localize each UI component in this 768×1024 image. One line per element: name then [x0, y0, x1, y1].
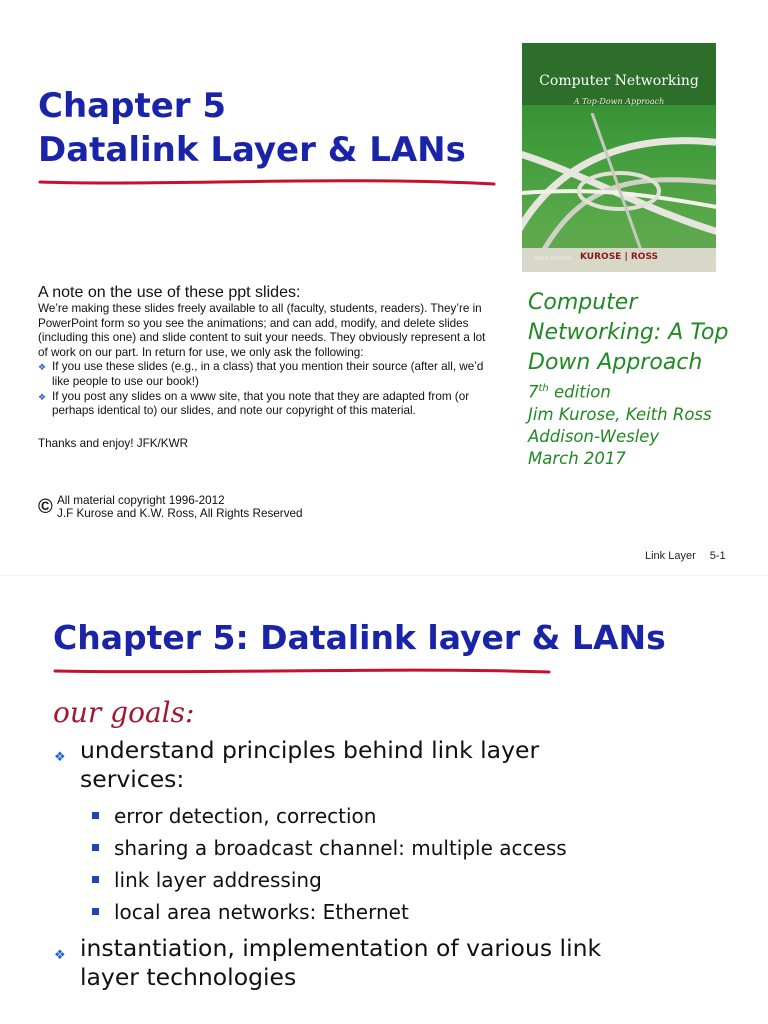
goal-bullet-2-line-1: instantiation, implementation of various link — [80, 934, 602, 962]
note-thanks: Thanks and enjoy! JFK/KWR — [38, 436, 189, 450]
note-heading: A note on the use of these ppt slides: — [38, 284, 301, 301]
goal-bullet-2-line-2: layer technologies — [80, 963, 297, 991]
book-title-line-2: Networking: A Top — [528, 320, 729, 345]
square-bullet-icon — [92, 844, 99, 851]
sub-bullet-2: sharing a broadcast channel: multiple access — [54, 832, 744, 864]
diamond-bullet-icon: ❖ — [38, 391, 47, 402]
note-item-2: ❖ If you post any slides on a www site, that you note that they are adapted from (or perhaps identical to) our slides, and note our copyright of this material. — [38, 389, 470, 418]
slide-2 — [0, 576, 768, 1024]
book-publisher: Addison-Wesley — [528, 426, 660, 446]
diamond-bullet-icon: ❖ — [54, 750, 66, 765]
note-list — [38, 360, 488, 418]
slide-1-title-line-1: Chapter 5 — [38, 86, 227, 126]
slide-1-title-line-2: Datalink Layer & LANs — [38, 130, 466, 170]
book-info — [528, 288, 728, 470]
sub-bullet-3: link layer addressing — [54, 864, 744, 896]
square-bullet-icon — [92, 876, 99, 883]
book-title-line-1: Computer — [528, 290, 638, 315]
goal-bullet-1-line-1: understand principles behind link layer — [80, 736, 540, 764]
copyright-icon: © — [38, 496, 53, 518]
sub-bullet-1: error detection, correction — [54, 800, 744, 832]
cover-title: Computer Networking — [539, 73, 699, 89]
copyright-line-2: J.F Kurose and K.W. Ross, All Rights Reserved — [57, 507, 303, 520]
footer-page-number: 5-1 — [709, 550, 726, 562]
square-bullet-icon — [92, 812, 99, 819]
copyright-line-1: All material copyright 1996-2012 — [57, 494, 225, 507]
note-item-1: ❖ If you use these slides (e.g., in a class) that you mention their source (after all, we’d like people to use our book!) — [38, 360, 484, 388]
slide-footer — [645, 550, 726, 562]
slide-1-title — [38, 84, 466, 172]
book-cover-image — [522, 43, 716, 272]
book-date: March 2017 — [528, 448, 626, 468]
sub-bullet-4: local area networks: Ethernet — [54, 896, 744, 928]
book-authors: Jim Kurose, Keith Ross — [528, 404, 712, 424]
book-title-line-3: Down Approach — [528, 350, 703, 375]
usage-note — [38, 283, 488, 450]
goals-list — [54, 736, 744, 992]
goal-bullet-2 — [54, 934, 744, 992]
cover-edition: sixth edition — [534, 255, 572, 262]
goal-bullet-1 — [54, 736, 744, 794]
note-paragraph: We’re making these slides freely available to all (faculty, students, readers). They’re in PowerPoint form so you see the animations; and can add, modify, and delete slides (including this one) and slide content to suit your needs. They obviously represent a lot of work on our part. In return for use, we only ask the following: — [38, 302, 486, 359]
slide-2-title: Chapter 5: Datalink layer & LANs — [53, 618, 666, 657]
goals-heading: our goals: — [53, 696, 195, 729]
diamond-bullet-icon: ❖ — [38, 362, 47, 373]
goal-bullet-1-line-2: services: — [80, 765, 185, 793]
diamond-bullet-icon: ❖ — [54, 948, 66, 963]
cover-authors: KUROSE | ROSS — [579, 252, 659, 262]
book-edition: 7th edition — [528, 382, 611, 402]
square-bullet-icon — [92, 908, 99, 915]
title-underline-2 — [53, 664, 553, 678]
footer-label: Link Layer — [645, 550, 696, 562]
highway-interchange-icon — [522, 113, 716, 253]
title-underline-1 — [38, 172, 498, 190]
cover-subtitle: A Top-Down Approach — [573, 97, 665, 106]
